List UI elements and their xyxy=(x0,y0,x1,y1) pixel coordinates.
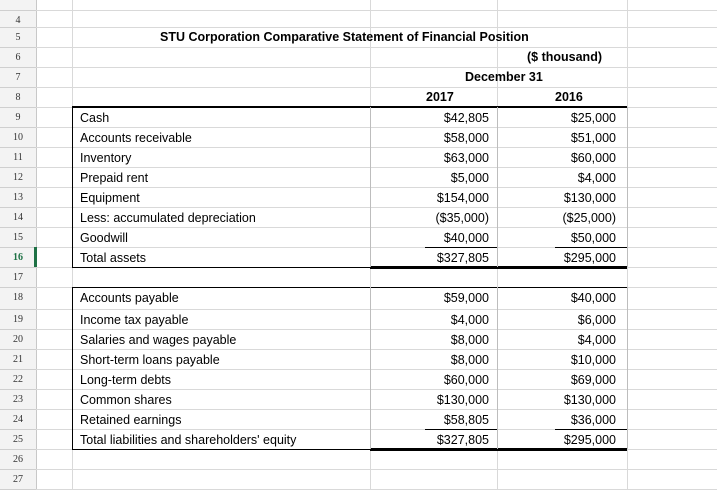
row-number-26[interactable]: 26 xyxy=(13,454,23,465)
asset-row-label: Less: accumulated depreciation xyxy=(80,211,256,225)
asset-row-value-2016: $60,000 xyxy=(570,151,616,165)
liability-row-value-2016: $69,000 xyxy=(570,373,616,387)
liability-row-value-2017: $327,805 xyxy=(436,433,489,447)
liability-row-value-2017: $8,000 xyxy=(450,353,489,367)
liability-row-subtotal-line-2017 xyxy=(425,429,497,430)
units-label: ($ thousand) xyxy=(527,50,602,64)
gridline-horizontal xyxy=(36,389,717,390)
row-number-21[interactable]: 21 xyxy=(13,354,23,365)
liability-row-label: Retained earnings xyxy=(80,413,182,427)
asset-row-label: Total assets xyxy=(80,251,147,265)
row-header-separator xyxy=(0,47,36,48)
row-header-separator xyxy=(0,10,36,11)
liability-row-total-underline xyxy=(72,449,627,450)
row-header-separator xyxy=(0,87,36,88)
liability-row-label: Short-term loans payable xyxy=(80,353,220,367)
asset-row-subtotal-line-2016 xyxy=(555,247,627,248)
row-number-4[interactable]: 4 xyxy=(15,15,21,26)
row-number-15[interactable]: 15 xyxy=(13,232,23,243)
row-number-14[interactable]: 14 xyxy=(13,212,23,223)
row-number-11[interactable]: 11 xyxy=(13,152,23,163)
gridline-horizontal xyxy=(36,147,717,148)
row-header-separator xyxy=(0,187,36,188)
gridline-horizontal xyxy=(36,87,717,88)
liability-row-value-2016: $4,000 xyxy=(577,333,616,347)
asset-row-value-2017: $327,805 xyxy=(436,251,489,265)
gridline-horizontal xyxy=(36,47,717,48)
liability-row-label: Income tax payable xyxy=(80,313,189,327)
row-number-19[interactable]: 19 xyxy=(13,314,23,325)
value-column-border xyxy=(497,287,498,449)
asset-row-value-2016: $295,000 xyxy=(563,251,616,265)
liability-row-value-2016: $130,000 xyxy=(563,393,616,407)
gridline-horizontal xyxy=(36,469,717,470)
row-number-20[interactable]: 20 xyxy=(13,334,23,345)
value-column-border xyxy=(370,107,371,267)
liability-row-value-2017: $130,000 xyxy=(436,393,489,407)
asset-row-label: Accounts receivable xyxy=(80,131,192,145)
row-header-separator xyxy=(0,67,36,68)
asset-row-value-2016: $4,000 xyxy=(577,171,616,185)
asset-row-value-2016: $51,000 xyxy=(570,131,616,145)
asset-row-value-2017: ($35,000) xyxy=(435,211,489,225)
asset-row-value-2017: $5,000 xyxy=(450,171,489,185)
liability-row-value-2017: $58,805 xyxy=(443,413,489,427)
selected-row-indicator xyxy=(34,247,37,267)
column-header-2016: 2016 xyxy=(555,90,583,104)
row-header-separator xyxy=(0,107,36,108)
value-column-border xyxy=(627,287,628,449)
liability-row-value-2016: $40,000 xyxy=(570,291,616,305)
row-number-17[interactable]: 17 xyxy=(13,272,23,283)
row-header-separator xyxy=(0,309,36,310)
asset-row-value-2016: $25,000 xyxy=(570,111,616,125)
row-header-separator xyxy=(0,469,36,470)
row-header-separator xyxy=(0,329,36,330)
row-header-separator xyxy=(0,267,36,268)
value-column-border xyxy=(497,107,498,267)
liability-row-left-border xyxy=(72,287,73,449)
asset-row-label: Goodwill xyxy=(80,231,128,245)
asset-row-subtotal-line-2017 xyxy=(425,247,497,248)
asset-row-value-2017: $63,000 xyxy=(443,151,489,165)
liability-row-value-2017: $59,000 xyxy=(443,291,489,305)
asset-row-value-2017: $42,805 xyxy=(443,111,489,125)
row-number-27[interactable]: 27 xyxy=(13,474,23,485)
row-number-24[interactable]: 24 xyxy=(13,414,23,425)
gridline-horizontal xyxy=(36,329,717,330)
row-number-6[interactable]: 6 xyxy=(15,52,21,63)
row-number-7[interactable]: 7 xyxy=(15,72,21,83)
gridline-horizontal xyxy=(36,67,717,68)
row-header-separator xyxy=(0,207,36,208)
liability-row-label: Salaries and wages payable xyxy=(80,333,237,347)
row-number-16[interactable]: 16 xyxy=(13,252,23,263)
row-header-separator xyxy=(0,449,36,450)
row-header-separator xyxy=(0,429,36,430)
liability-row-subtotal-line-2016 xyxy=(555,429,627,430)
liability-row-value-2017: $4,000 xyxy=(450,313,489,327)
gridline-horizontal xyxy=(36,309,717,310)
row-header-separator xyxy=(0,287,36,288)
row-number-5[interactable]: 5 xyxy=(15,32,21,43)
liability-row-label: Accounts payable xyxy=(80,291,179,305)
period-label: December 31 xyxy=(465,70,543,84)
row-number-23[interactable]: 23 xyxy=(13,394,23,405)
row-header-separator xyxy=(0,147,36,148)
row-header-separator xyxy=(0,389,36,390)
row-number-10[interactable]: 10 xyxy=(13,132,23,143)
row-header-separator xyxy=(0,227,36,228)
asset-row-left-border xyxy=(72,107,73,267)
row-number-22[interactable]: 22 xyxy=(13,374,23,385)
gridline-horizontal xyxy=(36,10,717,11)
liability-row-label: Total liabilities and shareholders' equity xyxy=(80,433,297,447)
header-underline xyxy=(72,106,627,108)
asset-row-value-2016: $130,000 xyxy=(563,191,616,205)
gridline-horizontal xyxy=(36,127,717,128)
asset-row-label: Cash xyxy=(80,111,110,125)
gridline-horizontal xyxy=(36,187,717,188)
liability-row-label: Common shares xyxy=(80,393,172,407)
asset-row-total-underline xyxy=(72,267,627,268)
row-number-25[interactable]: 25 xyxy=(13,434,23,445)
gridline-horizontal xyxy=(36,227,717,228)
row-number-18[interactable]: 18 xyxy=(13,292,23,303)
column-header-2017: 2017 xyxy=(426,90,454,104)
value-column-border xyxy=(627,107,628,267)
gridline-horizontal xyxy=(36,27,717,28)
asset-row-label: Equipment xyxy=(80,191,140,205)
row-number-13[interactable]: 13 xyxy=(13,192,23,203)
liability-row-value-2016: $295,000 xyxy=(563,433,616,447)
gridline-horizontal xyxy=(36,369,717,370)
liability-row-value-2016: $10,000 xyxy=(570,353,616,367)
row-header-separator xyxy=(0,409,36,410)
value-column-border xyxy=(370,287,371,449)
asset-row-value-2016: ($25,000) xyxy=(562,211,616,225)
liability-row-value-2017: $8,000 xyxy=(450,333,489,347)
asset-row-value-2017: $58,000 xyxy=(443,131,489,145)
gridline-horizontal xyxy=(36,207,717,208)
asset-row-value-2017: $154,000 xyxy=(436,191,489,205)
row-number-8[interactable]: 8 xyxy=(15,92,21,103)
gridline-horizontal xyxy=(36,167,717,168)
gridline-horizontal xyxy=(36,409,717,410)
asset-row-label: Inventory xyxy=(80,151,132,165)
liabilities-top-border xyxy=(72,287,627,288)
row-header-separator xyxy=(0,247,36,248)
row-header-separator xyxy=(0,369,36,370)
liability-row-value-2016: $36,000 xyxy=(570,413,616,427)
row-header-separator xyxy=(0,167,36,168)
row-number-9[interactable]: 9 xyxy=(15,112,21,123)
asset-row-label: Prepaid rent xyxy=(80,171,149,185)
statement-title: STU Corporation Comparative Statement of Financial Position xyxy=(160,30,529,44)
row-number-12[interactable]: 12 xyxy=(13,172,23,183)
liability-row-value-2017: $60,000 xyxy=(443,373,489,387)
row-header-separator xyxy=(0,127,36,128)
gridline-horizontal xyxy=(36,349,717,350)
liability-row-label: Long-term debts xyxy=(80,373,172,387)
row-header-separator xyxy=(0,349,36,350)
asset-row-value-2017: $40,000 xyxy=(443,231,489,245)
asset-row-value-2016: $50,000 xyxy=(570,231,616,245)
liability-row-value-2016: $6,000 xyxy=(577,313,616,327)
